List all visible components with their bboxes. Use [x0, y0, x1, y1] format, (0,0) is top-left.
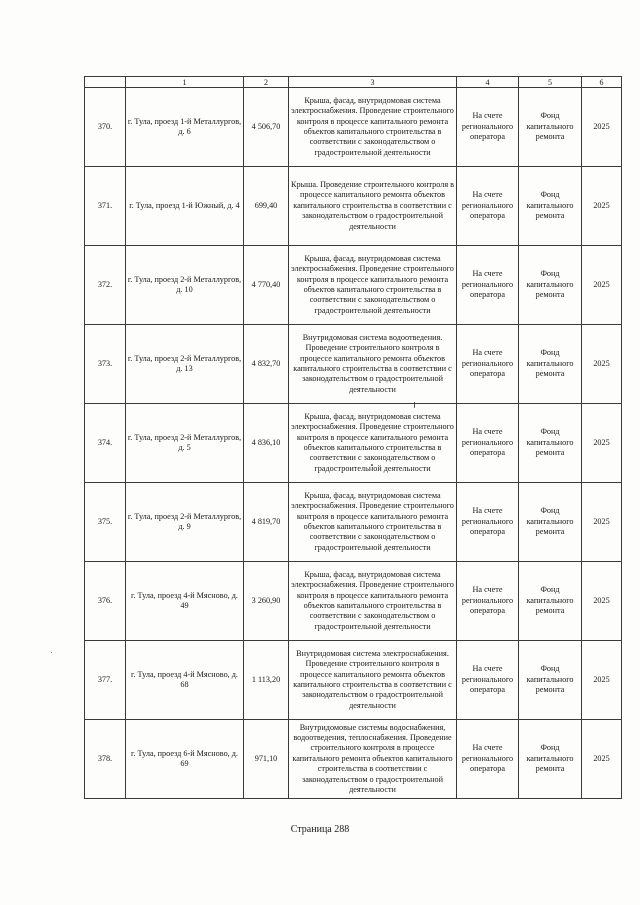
works-cell: Крыша, фасад, внутридомовая система электроснабжения. Проведение строительного контроля в процессе капитального ремонта объектов капитального строительства в соответствии с законодательством о градостроительной деятельности	[289, 246, 457, 325]
table-row	[85, 404, 622, 483]
column-number-row	[85, 77, 622, 88]
area-cell: 4 770,40	[244, 246, 289, 325]
funding-source-cell: На счете регионального оператора	[457, 167, 519, 246]
area-cell: 4 506,70	[244, 88, 289, 167]
year-cell: 2025	[582, 720, 622, 799]
table-row	[85, 720, 622, 799]
works-cell: Внутридомовая система электроснабжения. Проведение строительного контроля в процессе капитального ремонта объектов капитального строительства в соответствии с законодательством о градостроительной деятельности	[289, 641, 457, 720]
works-cell: Крыша. Проведение строительного контроля в процессе капитального ремонта объектов капитального строительства в соответствии с законодательством о градостроительной деятельности	[289, 167, 457, 246]
area-cell: 971,10	[244, 720, 289, 799]
row-number: 378.	[85, 720, 126, 799]
area-cell: 1 113,20	[244, 641, 289, 720]
header-cell: 2	[244, 77, 289, 88]
address-cell: г. Тула, проезд 1-й Металлургов, д. 6	[126, 88, 244, 167]
fund-cell: Фонд капитального ремонта	[519, 562, 582, 641]
area-cell: 4 832,70	[244, 325, 289, 404]
address-cell: г. Тула, проезд 2-й Металлургов, д. 10	[126, 246, 244, 325]
year-cell: 2025	[582, 404, 622, 483]
address-cell: г. Тула, проезд 6-й Мясново, д. 69	[126, 720, 244, 799]
funding-source-cell: На счете регионального оператора	[457, 562, 519, 641]
header-cell: 1	[126, 77, 244, 88]
year-cell: 2025	[582, 641, 622, 720]
row-number: 373.	[85, 325, 126, 404]
row-number: 372.	[85, 246, 126, 325]
header-cell: 4	[457, 77, 519, 88]
funding-source-cell: На счете регионального оператора	[457, 325, 519, 404]
scan-mark	[51, 652, 52, 653]
fund-cell: Фонд капитального ремонта	[519, 88, 582, 167]
page-number: Страница 288	[290, 824, 350, 835]
row-number: 377.	[85, 641, 126, 720]
fund-cell: Фонд капитального ремонта	[519, 641, 582, 720]
year-cell: 2025	[582, 562, 622, 641]
header-cell: 6	[582, 77, 622, 88]
funding-source-cell: На счете регионального оператора	[457, 246, 519, 325]
area-cell: 699,40	[244, 167, 289, 246]
capital-repair-table	[84, 76, 622, 799]
table-row	[85, 246, 622, 325]
address-cell: г. Тула, проезд 2-й Металлургов, д. 5	[126, 404, 244, 483]
works-cell: Крыша, фасад, внутридомовая система электроснабжения. Проведение строительного контроля в процессе капитального ремонта объектов капитального строительства в соответствии с законодательством о градостроительной деятельности	[289, 483, 457, 562]
works-cell: Крыша, фасад, внутридомовая система электроснабжения. Проведение строительного контроля в процессе капитального ремонта объектов капитального строительства в соответствии с законодательством о градостроительной деятельности	[289, 404, 457, 483]
fund-cell: Фонд капитального ремонта	[519, 720, 582, 799]
funding-source-cell: На счете регионального оператора	[457, 720, 519, 799]
area-cell: 4 819,70	[244, 483, 289, 562]
row-number: 371.	[85, 167, 126, 246]
address-cell: г. Тула, проезд 2-й Металлургов, д. 13	[126, 325, 244, 404]
table-row	[85, 562, 622, 641]
row-number: 376.	[85, 562, 126, 641]
fund-cell: Фонд капитального ремонта	[519, 404, 582, 483]
table-row	[85, 325, 622, 404]
year-cell: 2025	[582, 246, 622, 325]
year-cell: 2025	[582, 167, 622, 246]
row-number: 375.	[85, 483, 126, 562]
table-row	[85, 483, 622, 562]
table-row	[85, 167, 622, 246]
year-cell: 2025	[582, 325, 622, 404]
address-cell: г. Тула, проезд 2-й Металлургов, д. 9	[126, 483, 244, 562]
works-cell: Внутридомовая система водоотведения. Проведение строительного контроля в процессе капитального ремонта объектов капитального строительства в соответствии с законодательством о градостроительной деятельности	[289, 325, 457, 404]
funding-source-cell: На счете регионального оператора	[457, 483, 519, 562]
row-number: 370.	[85, 88, 126, 167]
works-cell: Внутридомовые системы водоснабжения, водоотведения, теплоснабжения. Проведение строительного контроля в процессе капитального ремонта объектов капитального строительства в соответствии с законодательством о градостроительной деятельности	[289, 720, 457, 799]
table-body	[85, 77, 622, 799]
fund-cell: Фонд капитального ремонта	[519, 246, 582, 325]
funding-source-cell: На счете регионального оператора	[457, 88, 519, 167]
year-cell: 2025	[582, 483, 622, 562]
funding-source-cell: На счете регионального оператора	[457, 641, 519, 720]
works-cell: Крыша, фасад, внутридомовая система электроснабжения. Проведение строительного контроля в процессе капитального ремонта объектов капитального строительства в соответствии с законодательством о градостроительной деятельности	[289, 88, 457, 167]
address-cell: г. Тула, проезд 4-й Мясново, д. 49	[126, 562, 244, 641]
area-cell: 3 260,90	[244, 562, 289, 641]
funding-source-cell: На счете регионального оператора	[457, 404, 519, 483]
area-cell: 4 836,10	[244, 404, 289, 483]
header-cell: 3	[289, 77, 457, 88]
works-cell: Крыша, фасад, внутридомовая система электроснабжения. Проведение строительного контроля в процессе капитального ремонта объектов капитального строительства в соответствии с законодательством о градостроительной деятельности	[289, 562, 457, 641]
table-row	[85, 88, 622, 167]
fund-cell: Фонд капитального ремонта	[519, 167, 582, 246]
fund-cell: Фонд капитального ремонта	[519, 483, 582, 562]
address-cell: г. Тула, проезд 4-й Мясново, д. 68	[126, 641, 244, 720]
fund-cell: Фонд капитального ремонта	[519, 325, 582, 404]
address-cell: г. Тула, проезд 1-й Южный, д. 4	[126, 167, 244, 246]
row-number: 374.	[85, 404, 126, 483]
year-cell: 2025	[582, 88, 622, 167]
table-row	[85, 641, 622, 720]
header-cell: 5	[519, 77, 582, 88]
header-cell	[85, 77, 126, 88]
